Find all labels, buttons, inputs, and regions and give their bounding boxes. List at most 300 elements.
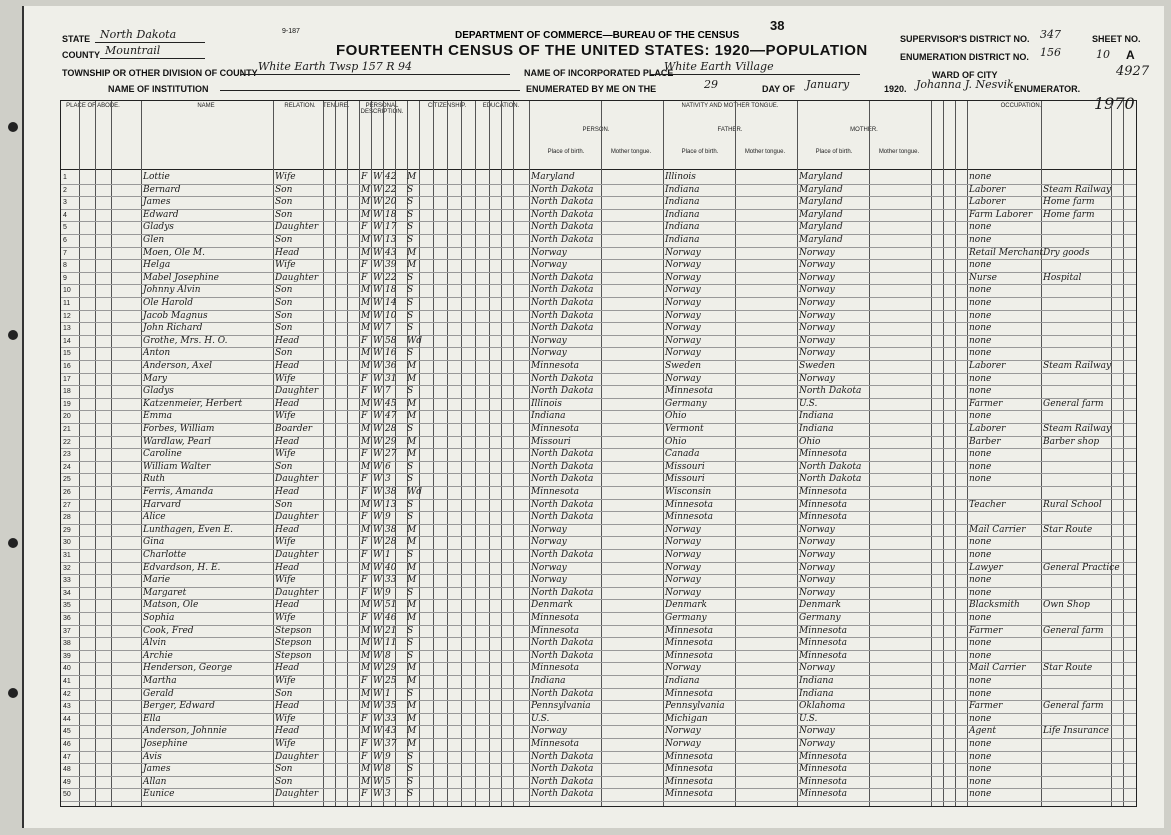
person-name: Wardlaw, Pearl xyxy=(143,436,212,447)
sex: F xyxy=(361,676,368,686)
occupation: none xyxy=(969,676,992,686)
marital-status: M xyxy=(407,739,417,749)
mother-birthplace: North Dakota xyxy=(799,461,862,472)
table-row xyxy=(61,675,1136,688)
table-row xyxy=(61,574,1136,587)
father-birthplace: Norway xyxy=(665,285,701,296)
father-birthplace: Norway xyxy=(665,524,701,535)
relationship: Head xyxy=(275,701,300,712)
industry: Own Shop xyxy=(1043,600,1090,611)
state-value: North Dakota xyxy=(100,28,177,41)
mother-birthplace: North Dakota xyxy=(799,386,862,397)
relationship: Son xyxy=(275,197,293,208)
relationship: Wife xyxy=(275,172,296,182)
mother-birthplace: Minnesota xyxy=(799,776,848,787)
birthplace: North Dakota xyxy=(531,751,594,762)
table-row xyxy=(61,310,1136,323)
relationship: Daughter xyxy=(275,587,319,598)
marital-status: M xyxy=(407,247,417,258)
line-number: 1 xyxy=(63,174,67,181)
birthplace: Norway xyxy=(531,562,567,573)
mother-birthplace: Ohio xyxy=(799,436,821,447)
race: W xyxy=(373,499,383,510)
marital-status: M xyxy=(407,260,417,271)
industry: General farm xyxy=(1043,398,1104,409)
line-number: 22 xyxy=(63,438,71,446)
race: W xyxy=(373,751,383,762)
sex: M xyxy=(361,310,371,321)
race: W xyxy=(373,776,383,787)
marital-status: M xyxy=(407,373,417,384)
occupation: none xyxy=(969,285,992,296)
marital-status: M xyxy=(407,411,417,422)
enumerated-label: ENUMERATED BY ME ON THE xyxy=(526,84,657,94)
sex: M xyxy=(361,638,371,649)
occupation: Lawyer xyxy=(969,562,1003,573)
relationship: Head xyxy=(275,600,300,611)
birthplace: Minnesota xyxy=(531,663,580,674)
birthplace: Minnesota xyxy=(531,739,580,749)
marital-status: S xyxy=(407,688,414,699)
birthplace: Missouri xyxy=(531,436,571,447)
person-name: Mabel Josephine xyxy=(143,272,219,283)
age: 21 xyxy=(385,625,397,636)
line-number: 43 xyxy=(63,703,71,711)
birthplace: Illinois xyxy=(531,398,562,409)
birthplace: North Dakota xyxy=(531,386,594,397)
line-number: 8 xyxy=(63,262,67,270)
person-name: Emma xyxy=(143,411,173,422)
race: W xyxy=(373,676,383,686)
sex: F xyxy=(361,449,368,460)
table-row xyxy=(61,436,1136,449)
marital-status: S xyxy=(407,222,414,233)
table-row xyxy=(61,486,1136,499)
age: 25 xyxy=(385,676,397,686)
margin-number: 1970 xyxy=(1094,94,1135,113)
relationship: Daughter xyxy=(275,386,319,397)
birthplace: North Dakota xyxy=(531,298,594,308)
age: 38 xyxy=(385,524,397,535)
line-number: 17 xyxy=(63,375,71,383)
race: W xyxy=(373,424,383,434)
relationship: Wife xyxy=(275,373,296,384)
sex: F xyxy=(361,537,368,548)
father-birthplace: Minnesota xyxy=(665,512,714,523)
person-name: William Walter xyxy=(143,461,211,472)
occupation: none xyxy=(969,335,992,346)
relationship: Daughter xyxy=(275,550,319,560)
line-number: 46 xyxy=(63,741,71,748)
relationship: Daughter xyxy=(275,222,319,233)
race: W xyxy=(373,373,383,384)
race: W xyxy=(373,764,383,775)
mother-birthplace: Maryland xyxy=(799,184,843,195)
person-name: Jacob Magnus xyxy=(143,310,208,321)
relationship: Stepson xyxy=(275,625,312,636)
line-number: 34 xyxy=(63,589,71,597)
marital-status: S xyxy=(407,512,414,523)
mother-birthplace: Minnesota xyxy=(799,625,848,636)
form-number: 9-187 xyxy=(282,28,300,35)
industry: Steam Railway xyxy=(1043,361,1112,371)
birthplace: North Dakota xyxy=(531,587,594,598)
line-number: 20 xyxy=(63,413,71,421)
relationship: Son xyxy=(275,235,293,245)
occupation: Retail Merchant xyxy=(969,247,1044,258)
relationship: Daughter xyxy=(275,789,319,800)
table-row xyxy=(61,335,1136,348)
father-birthplace: Ohio xyxy=(665,411,687,422)
occupation: Farmer xyxy=(969,701,1003,712)
table-row xyxy=(61,297,1136,310)
person-name: Margaret xyxy=(143,587,187,598)
mother-birthplace: Norway xyxy=(799,247,835,258)
line-number: 25 xyxy=(63,476,71,484)
occupation: Agent xyxy=(969,726,996,737)
col-citizenship: CITIZENSHIP. xyxy=(427,103,467,109)
father-birthplace: Germany xyxy=(665,613,707,623)
col-name: NAME xyxy=(197,103,215,109)
mother-birthplace: Minnesota xyxy=(799,638,848,649)
occupation: none xyxy=(969,550,992,560)
occupation: Nurse xyxy=(969,272,997,283)
line-number: 48 xyxy=(63,766,71,774)
table-row xyxy=(61,171,1136,184)
race: W xyxy=(373,247,383,258)
father-birthplace: Illinois xyxy=(665,172,696,182)
industry: Rural School xyxy=(1043,499,1102,510)
father-birthplace: Missouri xyxy=(665,461,705,472)
sex: M xyxy=(361,625,371,636)
enumeration-day: 29 xyxy=(704,78,718,91)
age: 9 xyxy=(385,751,391,762)
line-number: 13 xyxy=(63,325,71,333)
mother-birthplace: Denmark xyxy=(799,600,841,611)
occupation: none xyxy=(969,713,992,724)
person-name: Forbes, William xyxy=(143,424,215,434)
mother-birthplace: Norway xyxy=(799,285,835,296)
table-row xyxy=(61,360,1136,373)
occupation: none xyxy=(969,638,992,649)
sex: M xyxy=(361,600,371,611)
binder-hole xyxy=(8,122,18,132)
father-birthplace: Norway xyxy=(665,587,701,598)
line-number: 26 xyxy=(63,489,71,496)
line-number: 44 xyxy=(63,715,71,723)
race: W xyxy=(373,272,383,283)
age: 17 xyxy=(385,222,397,233)
enumerator-label: ENUMERATOR. xyxy=(1014,84,1081,94)
age: 27 xyxy=(385,449,397,460)
father-birthplace: Indiana xyxy=(665,676,700,686)
father-birthplace: Minnesota xyxy=(665,625,714,636)
person-name: Anton xyxy=(143,348,171,359)
person-name: Bernard xyxy=(143,184,181,195)
mother-birthplace: Sweden xyxy=(799,361,836,371)
race: W xyxy=(373,524,383,535)
table-row xyxy=(61,751,1136,764)
corner-number: 4927 xyxy=(1116,64,1150,79)
person-name: Edward xyxy=(143,209,179,220)
line-number: 29 xyxy=(63,526,71,534)
occupation: none xyxy=(969,449,992,460)
father-birthplace: Vermont xyxy=(665,424,704,434)
industry: General Practice xyxy=(1043,562,1120,573)
sex: M xyxy=(361,285,371,296)
race: W xyxy=(373,184,383,195)
birthplace: Norway xyxy=(531,335,567,346)
occupation: none xyxy=(969,260,992,271)
birthplace: Norway xyxy=(531,524,567,535)
race: W xyxy=(373,487,383,497)
person-name: Allan xyxy=(143,776,167,787)
marital-status: S xyxy=(407,310,414,321)
relationship: Daughter xyxy=(275,474,319,485)
age: 28 xyxy=(385,424,397,434)
age: 5 xyxy=(385,776,391,787)
age: 3 xyxy=(385,789,391,800)
person-name: Cook, Fred xyxy=(143,625,194,636)
age: 37 xyxy=(385,739,397,749)
relationship: Head xyxy=(275,562,300,573)
relationship: Son xyxy=(275,499,293,510)
birthplace: Minnesota xyxy=(531,424,580,434)
line-number: 32 xyxy=(63,564,71,572)
line-number: 49 xyxy=(63,778,71,786)
mother-birthplace: Oklahoma xyxy=(799,701,846,712)
age: 51 xyxy=(385,600,397,611)
marital-status: S xyxy=(407,776,414,787)
mother-birthplace: Maryland xyxy=(799,235,843,245)
relationship: Son xyxy=(275,184,293,195)
sex: F xyxy=(361,335,368,346)
table-row xyxy=(61,612,1136,625)
father-birthplace: Norway xyxy=(665,575,701,586)
person-name: Matson, Ole xyxy=(143,600,199,611)
birthplace: Maryland xyxy=(531,172,575,182)
industry: Home farm xyxy=(1043,209,1095,220)
race: W xyxy=(373,222,383,233)
relationship: Son xyxy=(275,461,293,472)
age: 13 xyxy=(385,235,397,245)
table-row xyxy=(61,763,1136,776)
line-number: 7 xyxy=(63,249,67,257)
age: 7 xyxy=(385,323,391,334)
birthplace: North Dakota xyxy=(531,474,594,485)
age: 13 xyxy=(385,499,397,510)
race: W xyxy=(373,726,383,737)
line-number: 33 xyxy=(63,577,71,585)
place-value: White Earth Village xyxy=(664,60,774,73)
mother-birthplace: Norway xyxy=(799,260,835,271)
age: 22 xyxy=(385,184,397,195)
father-birthplace: Michigan xyxy=(665,713,708,724)
mother-birthplace: Minnesota xyxy=(799,751,848,762)
line-number: 23 xyxy=(63,451,71,459)
marital-status: M xyxy=(407,600,417,611)
age: 3 xyxy=(385,474,391,485)
table-row xyxy=(61,536,1136,549)
col-person-tongue: Mother tongue. xyxy=(610,149,652,155)
person-name: Marie xyxy=(143,575,171,586)
birthplace: North Dakota xyxy=(531,776,594,787)
relationship: Head xyxy=(275,487,300,497)
enumeration-month: January xyxy=(806,78,850,91)
father-birthplace: Norway xyxy=(665,373,701,384)
mother-birthplace: Norway xyxy=(799,373,835,384)
mother-birthplace: Minnesota xyxy=(799,449,848,460)
occupation: none xyxy=(969,172,992,182)
occupation: none xyxy=(969,751,992,762)
mother-birthplace: Minnesota xyxy=(799,512,848,523)
age: 46 xyxy=(385,613,397,623)
age: 14 xyxy=(385,298,397,308)
table-row xyxy=(61,410,1136,423)
occupation: none xyxy=(969,537,992,548)
line-number: 21 xyxy=(63,426,71,433)
occupation: none xyxy=(969,461,992,472)
mother-birthplace: Indiana xyxy=(799,688,834,699)
mother-birthplace: Norway xyxy=(799,537,835,548)
line-number: 45 xyxy=(63,728,71,736)
relationship: Wife xyxy=(275,575,296,586)
birthplace: North Dakota xyxy=(531,550,594,560)
occupation: Farmer xyxy=(969,625,1003,636)
occupation: Laborer xyxy=(969,184,1006,195)
race: W xyxy=(373,575,383,586)
relationship: Head xyxy=(275,524,300,535)
sex: F xyxy=(361,739,368,749)
person-name: Sophia xyxy=(143,613,175,623)
sex: M xyxy=(361,361,371,371)
mother-birthplace: Indiana xyxy=(799,424,834,434)
father-birthplace: Minnesota xyxy=(665,499,714,510)
person-name: John Richard xyxy=(143,323,203,334)
relationship: Son xyxy=(275,310,293,321)
marital-status: M xyxy=(407,361,417,371)
table-row xyxy=(61,599,1136,612)
age: 18 xyxy=(385,209,397,220)
person-name: Alvin xyxy=(143,638,167,649)
person-name: Harvard xyxy=(143,499,182,510)
sex: M xyxy=(361,348,371,359)
race: W xyxy=(373,701,383,712)
father-birthplace: Norway xyxy=(665,260,701,271)
birthplace: Norway xyxy=(531,348,567,359)
supervisor-number: 347 xyxy=(1040,28,1061,41)
father-birthplace: Norway xyxy=(665,335,701,346)
table-row xyxy=(61,385,1136,398)
mother-birthplace: Norway xyxy=(799,726,835,737)
sex: F xyxy=(361,411,368,422)
person-name: Berger, Edward xyxy=(143,701,215,712)
person-name: Moen, Ole M. xyxy=(143,247,205,258)
line-number: 39 xyxy=(63,652,71,660)
relationship: Daughter xyxy=(275,751,319,762)
sex: F xyxy=(361,550,368,560)
person-name: Ole Harold xyxy=(143,298,194,308)
father-birthplace: Indiana xyxy=(665,197,700,208)
occupation: Barber xyxy=(969,436,1001,447)
marital-status: S xyxy=(407,550,414,560)
table-row xyxy=(61,347,1136,360)
sheet-number: 10 xyxy=(1096,48,1110,61)
age: 36 xyxy=(385,361,397,371)
table-row xyxy=(61,247,1136,260)
relationship: Head xyxy=(275,398,300,409)
occupation: none xyxy=(969,298,992,308)
age: 45 xyxy=(385,398,397,409)
occupation: none xyxy=(969,739,992,749)
sex: F xyxy=(361,172,368,182)
person-name: Lottie xyxy=(143,172,170,182)
relationship: Head xyxy=(275,726,300,737)
occupation: Laborer xyxy=(969,197,1006,208)
father-birthplace: Indiana xyxy=(665,235,700,245)
table-row xyxy=(61,448,1136,461)
father-birthplace: Wisconsin xyxy=(665,487,712,497)
person-name: Katzenmeier, Herbert xyxy=(143,398,243,409)
father-birthplace: Minnesota xyxy=(665,789,714,800)
table-row xyxy=(61,209,1136,222)
marital-status: S xyxy=(407,323,414,334)
occupation: none xyxy=(969,386,992,397)
industry: Home farm xyxy=(1043,197,1095,208)
race: W xyxy=(373,600,383,611)
birthplace: North Dakota xyxy=(531,272,594,283)
state-label: STATE xyxy=(62,34,91,44)
mother-birthplace: Norway xyxy=(799,587,835,598)
line-number: 11 xyxy=(63,300,71,307)
binder-hole xyxy=(8,538,18,548)
marital-status: S xyxy=(407,474,414,485)
age: 28 xyxy=(385,537,397,548)
father-birthplace: Missouri xyxy=(665,474,705,485)
birthplace: Minnesota xyxy=(531,361,580,371)
birthplace: North Dakota xyxy=(531,310,594,321)
person-name: Ella xyxy=(143,713,161,724)
occupation: none xyxy=(969,348,992,359)
father-birthplace: Minnesota xyxy=(665,776,714,787)
race: W xyxy=(373,587,383,598)
sex: M xyxy=(361,650,371,661)
table-row xyxy=(61,511,1136,524)
relationship: Wife xyxy=(275,449,296,460)
age: 39 xyxy=(385,260,397,271)
occupation: none xyxy=(969,587,992,598)
relationship: Daughter xyxy=(275,272,319,283)
marital-status: M xyxy=(407,701,417,712)
marital-status: M xyxy=(407,398,417,409)
race: W xyxy=(373,625,383,636)
sex: M xyxy=(361,701,371,712)
mother-birthplace: Norway xyxy=(799,550,835,560)
age: 9 xyxy=(385,587,391,598)
line-number: 5 xyxy=(63,224,67,232)
sheet-letter: A xyxy=(1126,48,1135,62)
father-birthplace: Norway xyxy=(665,739,701,749)
mother-birthplace: Minnesota xyxy=(799,499,848,510)
col-personal: PERSONAL DESCRIPTION. xyxy=(360,103,404,115)
father-birthplace: Germany xyxy=(665,398,707,409)
mother-birthplace: Indiana xyxy=(799,676,834,686)
sex: F xyxy=(361,272,368,283)
relationship: Son xyxy=(275,209,293,220)
line-number: 18 xyxy=(63,388,71,396)
sex: M xyxy=(361,323,371,334)
line-number: 47 xyxy=(63,753,71,761)
